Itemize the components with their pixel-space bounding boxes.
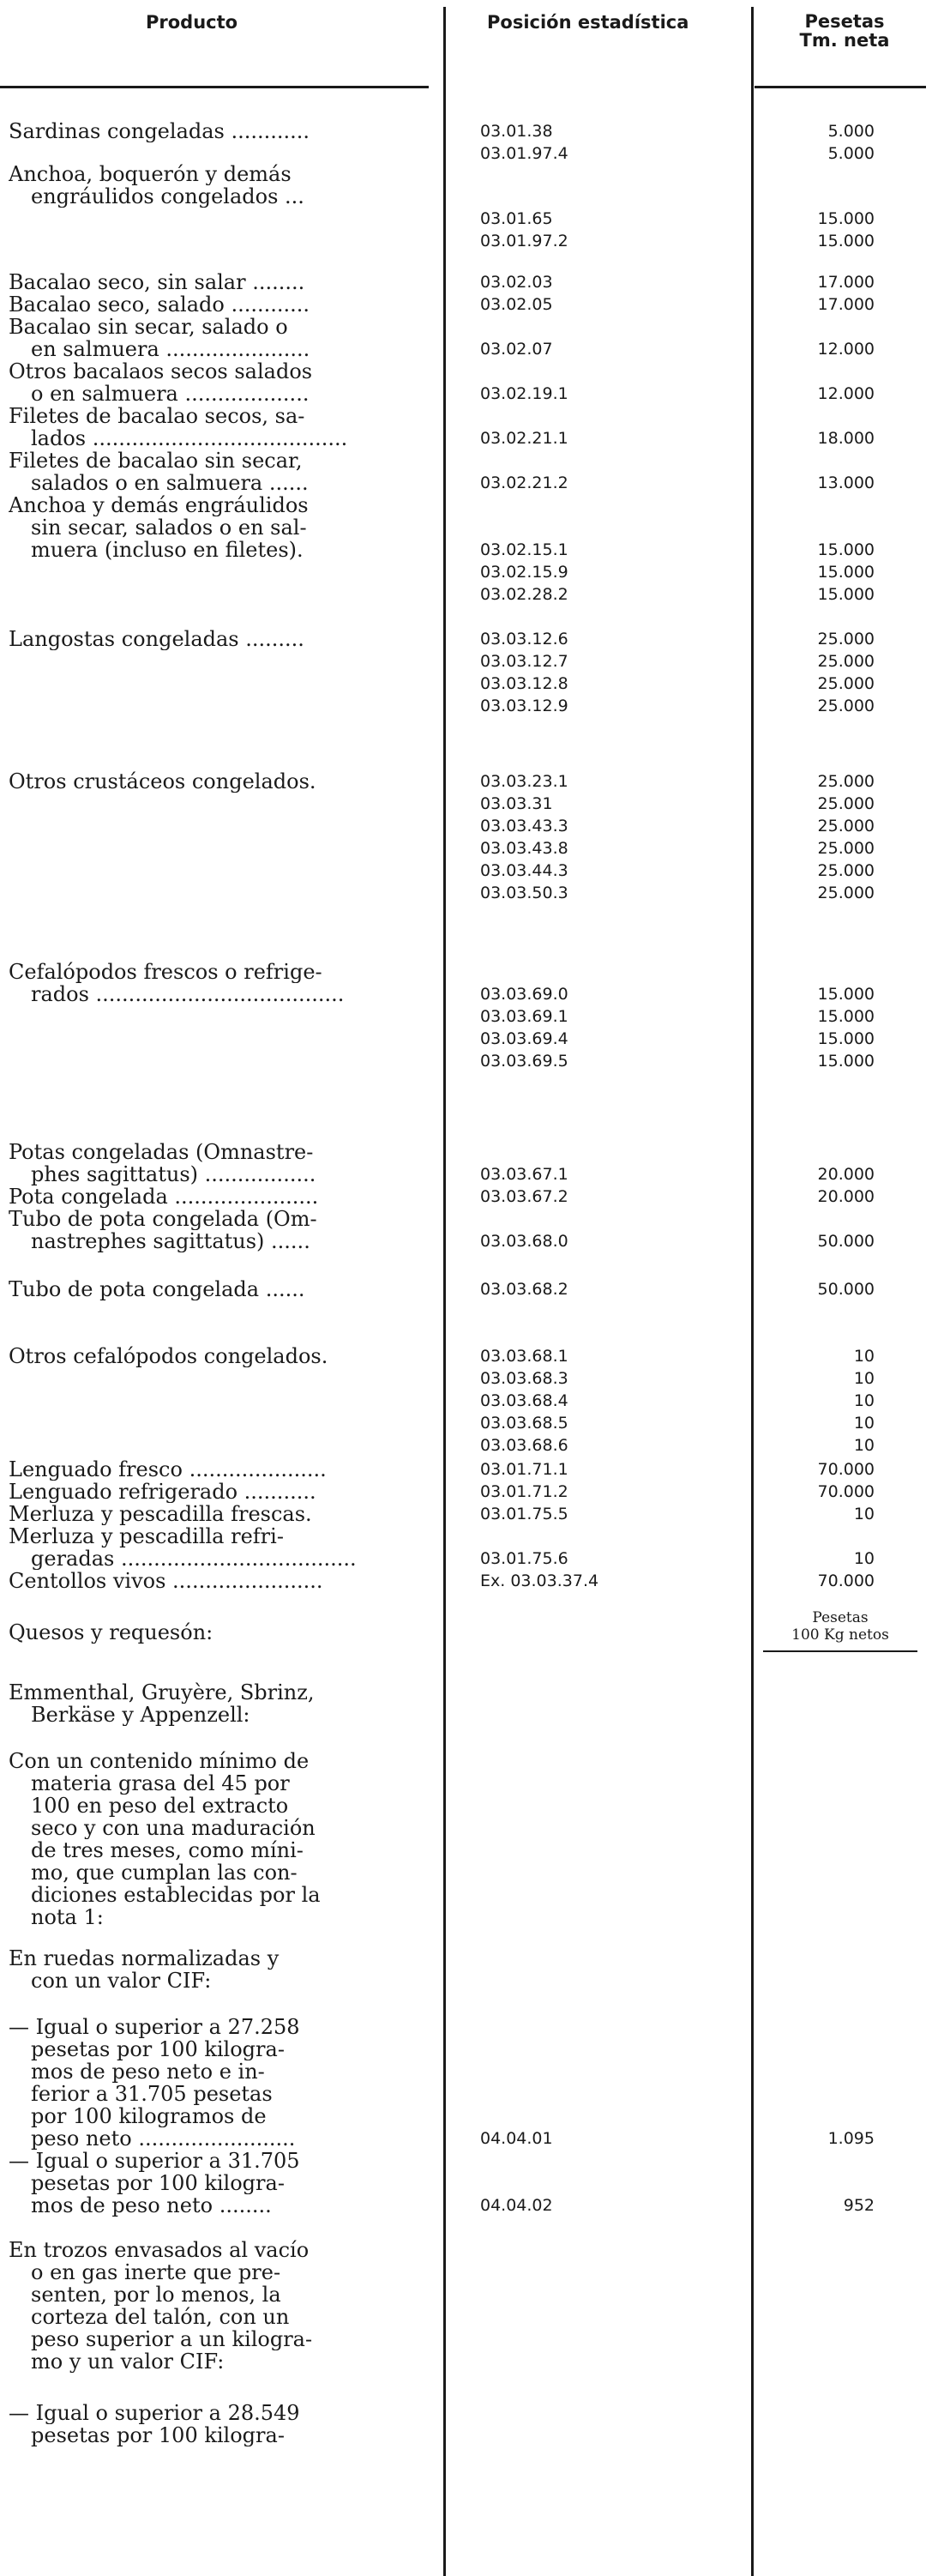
product-description — [9, 2239, 418, 2373]
pesetas-value: 12.000 — [817, 340, 875, 359]
pesetas-value — [755, 494, 875, 516]
product-line: materia grasa del 45 por — [31, 1772, 290, 1795]
statistical-positions — [480, 405, 763, 449]
product-line: diciones establecidas por la — [31, 1884, 321, 1906]
product-description — [9, 271, 418, 293]
product-description — [9, 1208, 418, 1252]
statistical-position — [480, 163, 763, 185]
product-description — [9, 1185, 418, 1208]
pesetas-value — [755, 1141, 875, 1163]
column-header-pesetas — [780, 12, 909, 50]
statistical-position: 03.01.75.6 — [480, 1549, 568, 1568]
statistical-position — [480, 2083, 763, 2105]
pesetas-value: 10 — [853, 1369, 875, 1388]
product-line: engráulidos congelados ... — [31, 185, 304, 208]
pesetas-value — [755, 2083, 875, 2105]
pesetas-value: 25.000 — [817, 817, 875, 836]
product-line: en salmuera ...................... — [31, 338, 310, 360]
product-description — [9, 1570, 418, 1592]
statistical-positions — [480, 1278, 763, 1300]
product-line: peso superior a un kilogra- — [31, 2328, 313, 2350]
statistical-position — [480, 1525, 763, 1547]
pesetas-value: 10 — [853, 1414, 875, 1433]
statistical-positions — [480, 1345, 763, 1457]
statistical-position: 03.03.68.1 — [480, 1347, 568, 1366]
pesetas-value: 10 — [853, 1391, 875, 1410]
pesetas-values — [755, 961, 875, 1072]
pesetas-values — [755, 271, 875, 293]
statistical-position: Ex. 03.03.37.4 — [480, 1572, 599, 1590]
pesetas-value: 15.000 — [817, 540, 875, 559]
statistical-position: 04.04.02 — [480, 2196, 553, 2215]
statistical-positions — [480, 293, 763, 316]
statistical-position: 03.02.03 — [480, 273, 553, 292]
statistical-positions — [480, 360, 763, 405]
product-line: Potas congeladas (Omnastre- — [9, 1141, 314, 1163]
pesetas-value: 17.000 — [817, 273, 875, 292]
pesetas-value — [755, 2016, 875, 2038]
product-description — [9, 120, 418, 142]
product-description — [9, 1345, 418, 1367]
statistical-position: 03.03.67.2 — [480, 1187, 568, 1206]
product-line: Centollos vivos ....................... — [9, 1570, 323, 1592]
product-line: Merluza y pescadilla refri- — [9, 1525, 284, 1547]
statistical-positions — [480, 449, 763, 494]
pesetas-value — [755, 516, 875, 539]
product-description — [9, 1141, 418, 1185]
statistical-positions — [480, 2150, 763, 2217]
pesetas-value — [755, 2105, 875, 2127]
statistical-position — [480, 1208, 763, 1230]
product-description — [9, 1525, 418, 1570]
pesetas-value: 50.000 — [817, 1280, 875, 1299]
product-description — [9, 1278, 418, 1300]
statistical-position: 03.03.67.1 — [480, 1165, 568, 1184]
pesetas-value: 15.000 — [817, 1052, 875, 1071]
statistical-position — [480, 316, 763, 338]
pesetas-values — [755, 770, 875, 904]
product-description — [9, 405, 418, 449]
product-line: En ruedas normalizadas y — [9, 1947, 280, 1970]
pesetas-value — [755, 405, 875, 427]
pesetas-values — [755, 1185, 875, 1208]
statistical-positions — [480, 770, 763, 904]
pesetas-value: 15.000 — [817, 985, 875, 1004]
pesetas-values — [755, 1208, 875, 1252]
statistical-position: 03.03.68.5 — [480, 1414, 568, 1433]
product-line: por 100 kilogramos de — [31, 2105, 267, 2127]
product-line: Sardinas congeladas ............ — [9, 120, 310, 142]
product-line: Filetes de bacalao secos, sa- — [9, 405, 305, 427]
product-line: Con un contenido mínimo de — [9, 1750, 310, 1772]
pesetas-value: 952 — [843, 2196, 875, 2215]
product-line: salados o en salmuera ...... — [31, 472, 309, 494]
pesetas-value: 10 — [853, 1436, 875, 1455]
statistical-positions — [480, 1208, 763, 1252]
pesetas-value — [755, 185, 875, 208]
pesetas-values — [755, 628, 875, 717]
product-line: nota 1: — [31, 1906, 104, 1928]
product-description — [9, 1503, 418, 1525]
product-description — [9, 449, 418, 494]
pesetas-values — [755, 293, 875, 316]
pesetas-value — [755, 2150, 875, 2172]
product-line: lados ....................................... — [31, 427, 348, 449]
product-description — [9, 770, 418, 793]
statistical-position: 03.03.68.3 — [480, 1369, 568, 1388]
statistical-position — [480, 494, 763, 516]
product-line: mo, que cumplan las con- — [31, 1861, 298, 1884]
product-description — [9, 316, 418, 360]
product-line: Lenguado refrigerado ........... — [9, 1481, 316, 1503]
pesetas-value: 25.000 — [817, 794, 875, 813]
statistical-position: 03.02.19.1 — [480, 384, 568, 403]
product-line: Berkäse y Appenzell: — [31, 1704, 250, 1726]
pesetas-value: 15.000 — [817, 1007, 875, 1026]
unit-note-rule — [763, 1650, 917, 1652]
product-line: Emmenthal, Gruyère, Sbrinz, — [9, 1681, 315, 1704]
product-description — [9, 2016, 418, 2150]
product-line: pesetas por 100 kilogra- — [31, 2172, 285, 2194]
pesetas-value — [755, 360, 875, 383]
pesetas-value: 15.000 — [817, 585, 875, 604]
statistical-position: 03.01.65 — [480, 209, 553, 228]
product-line: Tubo de pota congelada (Om- — [9, 1208, 317, 1230]
statistical-position: 03.03.12.7 — [480, 652, 568, 671]
statistical-position — [480, 2016, 763, 2038]
product-line: phes sagittatus) ................. — [31, 1163, 316, 1185]
product-line: sin secar, salados o en sal- — [31, 516, 307, 539]
pesetas-value: 18.000 — [817, 429, 875, 448]
statistical-position: 03.02.21.1 — [480, 429, 568, 448]
product-line: pesetas por 100 kilogra- — [31, 2038, 285, 2060]
product-line: Otros bacalaos secos salados — [9, 360, 313, 383]
product-description — [9, 1481, 418, 1503]
pesetas-values — [755, 316, 875, 360]
statistical-positions — [480, 120, 763, 165]
statistical-position — [480, 516, 763, 539]
statistical-positions — [480, 961, 763, 1072]
product-line: peso neto ........................ — [31, 2127, 296, 2150]
column-header-producto: Producto — [146, 12, 238, 33]
pesetas-values — [755, 1525, 875, 1570]
statistical-positions — [480, 1570, 763, 1592]
statistical-position — [480, 405, 763, 427]
product-description — [9, 1458, 418, 1481]
header-rule-left — [0, 86, 429, 88]
product-line: Filetes de bacalao sin secar, — [9, 449, 303, 472]
pesetas-value: 5.000 — [827, 122, 875, 141]
pesetas-values — [755, 1503, 875, 1525]
product-line: Anchoa y demás engráulidos — [9, 494, 309, 516]
pesetas-values — [755, 1481, 875, 1503]
pesetas-value — [755, 316, 875, 338]
product-line: Bacalao sin secar, salado o — [9, 316, 288, 338]
product-description — [9, 1750, 418, 1928]
column-divider-1 — [443, 7, 446, 2576]
pesetas-value: 12.000 — [817, 384, 875, 403]
pesetas-value — [755, 163, 875, 185]
statistical-position: 03.03.31 — [480, 794, 553, 813]
pesetas-value: 25.000 — [817, 861, 875, 880]
pesetas-value — [755, 961, 875, 983]
statistical-position: 03.01.97.2 — [480, 232, 568, 250]
product-line: Quesos y requesón: — [9, 1621, 213, 1644]
product-line: mo y un valor CIF: — [31, 2350, 225, 2373]
product-line: Anchoa, boquerón y demás — [9, 163, 292, 185]
pesetas-value: 20.000 — [817, 1187, 875, 1206]
pesetas-values — [755, 405, 875, 449]
pesetas-value — [755, 2060, 875, 2083]
product-line: de tres meses, como míni- — [31, 1839, 304, 1861]
statistical-position: 03.03.68.6 — [480, 1436, 568, 1455]
header-rule-right — [755, 86, 926, 88]
pesetas-value: 25.000 — [817, 652, 875, 671]
statistical-position: 03.02.21.2 — [480, 474, 568, 492]
pesetas-values — [755, 494, 875, 606]
product-description — [9, 1621, 418, 1644]
statistical-position — [480, 2150, 763, 2172]
pesetas-value: 25.000 — [817, 839, 875, 858]
product-description — [9, 293, 418, 316]
pesetas-value: 70.000 — [817, 1572, 875, 1590]
statistical-position — [480, 2060, 763, 2083]
statistical-position: 03.01.71.2 — [480, 1482, 568, 1501]
product-description — [9, 961, 418, 1005]
product-description — [9, 163, 418, 208]
statistical-positions — [480, 1458, 763, 1481]
product-line: corteza del talón, con un — [31, 2306, 290, 2328]
pesetas-header-line2: Tm. neta — [799, 30, 890, 51]
product-line: ferior a 31.705 pesetas — [31, 2083, 273, 2105]
product-line: o en gas inerte que pre- — [31, 2261, 281, 2283]
statistical-position: 04.04.01 — [480, 2129, 553, 2148]
statistical-position: 03.01.75.5 — [480, 1505, 568, 1523]
product-line: geradas .................................... — [31, 1547, 357, 1570]
statistical-position: 03.03.69.0 — [480, 985, 568, 1004]
statistical-position: 03.03.43.3 — [480, 817, 568, 836]
product-line: mos de peso neto ........ — [31, 2194, 272, 2217]
pesetas-value: 15.000 — [817, 1029, 875, 1048]
statistical-position: 03.02.15.1 — [480, 540, 568, 559]
pesetas-value: 50.000 — [817, 1232, 875, 1251]
statistical-positions — [480, 1503, 763, 1525]
product-line: Cefalópodos frescos o refrige- — [9, 961, 322, 983]
product-line: seco y con una maduración — [31, 1817, 316, 1839]
product-line: Otros crustáceos congelados. — [9, 770, 316, 793]
statistical-positions — [480, 163, 763, 252]
product-description — [9, 2150, 418, 2217]
statistical-position: 03.03.12.6 — [480, 630, 568, 649]
pesetas-value: 1.095 — [827, 2129, 875, 2148]
product-line: nastrephes sagittatus) ...... — [31, 1230, 310, 1252]
statistical-position — [480, 185, 763, 208]
pesetas-values — [755, 1458, 875, 1481]
pesetas-values — [755, 1345, 875, 1457]
statistical-position — [480, 1141, 763, 1163]
pesetas-values — [755, 2016, 875, 2150]
product-line: Bacalao seco, salado ............ — [9, 293, 310, 316]
statistical-positions — [480, 316, 763, 360]
pesetas-values — [755, 2150, 875, 2217]
pesetas-values — [755, 449, 875, 494]
pesetas-value: 70.000 — [817, 1482, 875, 1501]
pesetas-value — [755, 1525, 875, 1547]
pesetas-values — [755, 1278, 875, 1300]
pesetas-value — [755, 449, 875, 472]
product-line: Bacalao seco, sin salar ........ — [9, 271, 305, 293]
statistical-position: 03.03.69.4 — [480, 1029, 568, 1048]
product-description — [9, 2402, 418, 2446]
product-line: mos de peso neto e in- — [31, 2060, 265, 2083]
pesetas-value: 17.000 — [817, 295, 875, 314]
unit-note-line2: 100 Kg netos — [791, 1626, 889, 1644]
pesetas-value: 10 — [853, 1505, 875, 1523]
pesetas-value: 13.000 — [817, 474, 875, 492]
statistical-position: 03.03.69.5 — [480, 1052, 568, 1071]
unit-note — [763, 1609, 917, 1644]
product-line: con un valor CIF: — [31, 1970, 212, 1992]
pesetas-values — [755, 1570, 875, 1592]
statistical-position — [480, 2172, 763, 2194]
product-description — [9, 1947, 418, 1992]
pesetas-values — [755, 163, 875, 252]
statistical-position: 03.03.68.0 — [480, 1232, 568, 1251]
product-line: muera (incluso en filetes). — [31, 539, 304, 561]
pesetas-values — [755, 1141, 875, 1185]
statistical-position — [480, 449, 763, 472]
product-line: — Igual o superior a 27.258 — [9, 2016, 300, 2038]
pesetas-value: 5.000 — [827, 144, 875, 163]
pesetas-value: 25.000 — [817, 674, 875, 693]
statistical-position — [480, 360, 763, 383]
pesetas-value — [755, 2038, 875, 2060]
statistical-positions — [480, 628, 763, 717]
statistical-position — [480, 2038, 763, 2060]
statistical-positions — [480, 2016, 763, 2150]
product-line: senten, por lo menos, la — [31, 2283, 281, 2306]
pesetas-value: 25.000 — [817, 884, 875, 902]
product-line: Langostas congeladas ......... — [9, 628, 304, 650]
product-description — [9, 1681, 418, 1726]
product-line: — Igual o superior a 28.549 — [9, 2402, 300, 2424]
statistical-position: 03.03.69.1 — [480, 1007, 568, 1026]
pesetas-value — [755, 1208, 875, 1230]
statistical-position: 03.03.68.4 — [480, 1391, 568, 1410]
product-line: Pota congelada ...................... — [9, 1185, 319, 1208]
product-description — [9, 628, 418, 650]
statistical-positions — [480, 1141, 763, 1185]
pesetas-value: 25.000 — [817, 697, 875, 715]
product-line: Tubo de pota congelada ...... — [9, 1278, 305, 1300]
statistical-position: 03.03.44.3 — [480, 861, 568, 880]
product-description — [9, 360, 418, 405]
statistical-position: 03.03.12.9 — [480, 697, 568, 715]
product-line: Otros cefalópodos congelados. — [9, 1345, 328, 1367]
statistical-position — [480, 961, 763, 983]
unit-note-line1: Pesetas — [812, 1609, 869, 1626]
product-line: Merluza y pescadilla frescas. — [9, 1503, 312, 1525]
statistical-position — [480, 2105, 763, 2127]
column-header-posicion: Posición estadística — [487, 12, 689, 33]
product-line: rados ...................................... — [31, 983, 345, 1005]
pesetas-values — [755, 360, 875, 405]
pesetas-header-line1: Pesetas — [804, 11, 885, 32]
statistical-position: 03.02.05 — [480, 295, 553, 314]
product-line: 100 en peso del extracto — [31, 1795, 289, 1817]
statistical-position: 03.02.07 — [480, 340, 553, 359]
statistical-position: 03.02.28.2 — [480, 585, 568, 604]
statistical-position: 03.01.38 — [480, 122, 553, 141]
product-line: Lenguado fresco ..................... — [9, 1458, 327, 1481]
statistical-position: 03.03.43.8 — [480, 839, 568, 858]
pesetas-value — [755, 2172, 875, 2194]
statistical-position: 03.03.50.3 — [480, 884, 568, 902]
statistical-position: 03.01.97.4 — [480, 144, 568, 163]
product-line: pesetas por 100 kilogra- — [31, 2424, 285, 2446]
pesetas-value: 70.000 — [817, 1460, 875, 1479]
statistical-position: 03.03.23.1 — [480, 772, 568, 791]
statistical-position: 03.01.71.1 — [480, 1460, 568, 1479]
statistical-position: 03.03.12.8 — [480, 674, 568, 693]
pesetas-values — [755, 120, 875, 165]
statistical-positions — [480, 1185, 763, 1208]
product-line: — Igual o superior a 31.705 — [9, 2150, 300, 2172]
pesetas-value: 15.000 — [817, 563, 875, 582]
pesetas-value: 10 — [853, 1549, 875, 1568]
pesetas-value: 25.000 — [817, 772, 875, 791]
statistical-positions — [480, 1525, 763, 1570]
pesetas-value: 10 — [853, 1347, 875, 1366]
statistical-positions — [480, 494, 763, 606]
product-line: En trozos envasados al vacío — [9, 2239, 310, 2261]
pesetas-value: 15.000 — [817, 209, 875, 228]
statistical-position: 03.02.15.9 — [480, 563, 568, 582]
pesetas-value: 25.000 — [817, 630, 875, 649]
product-line: o en salmuera ................... — [31, 383, 310, 405]
statistical-position: 03.03.68.2 — [480, 1280, 568, 1299]
statistical-positions — [480, 1481, 763, 1503]
product-description — [9, 494, 418, 561]
pesetas-value: 20.000 — [817, 1165, 875, 1184]
statistical-positions — [480, 271, 763, 293]
pesetas-value: 15.000 — [817, 232, 875, 250]
